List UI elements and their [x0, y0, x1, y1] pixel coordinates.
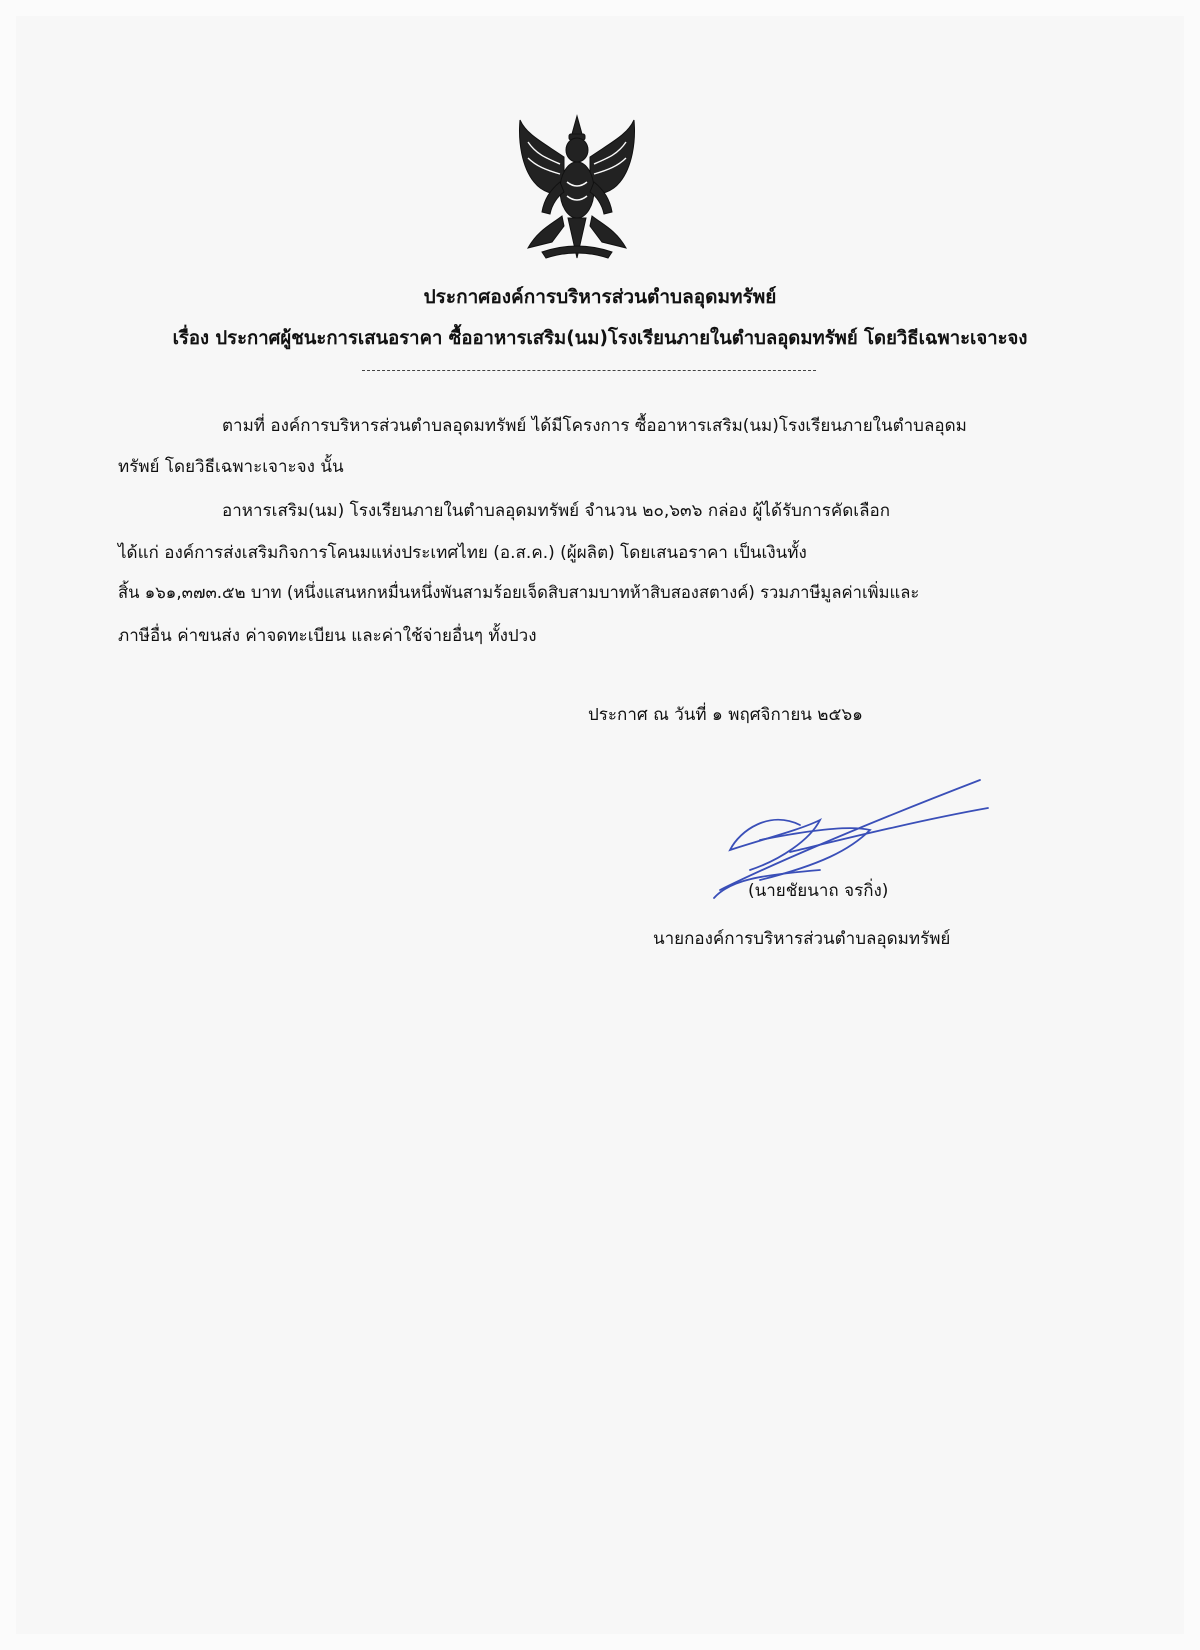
- body-paragraph-2-line-4: ภาษีอื่น ค่าขนส่ง ค่าจดทะเบียน และค่าใช้จ่ายอื่นๆ ทั้งปวง: [118, 626, 537, 646]
- separator-line: [362, 370, 816, 371]
- garuda-emblem-icon: [512, 112, 642, 262]
- body-paragraph-2-line-1: อาหารเสริม(นม) โรงเรียนภายในตำบลอุดมทรัพย์ จำนวน ๒๐,๖๓๖ กล่อง ผู้ได้รับการคัดเลือก: [222, 501, 891, 521]
- body-paragraph-1-line-2: ทรัพย์ โดยวิธีเฉพาะเจาะจง นั้น: [118, 457, 344, 477]
- body-paragraph-1-line-1: ตามที่ องค์การบริหารส่วนตำบลอุดมทรัพย์ ได้มีโครงการ ซื้ออาหารเสริม(นม)โรงเรียนภายในตำบลอุดม: [222, 416, 967, 436]
- signer-position: นายกองค์การบริหารส่วนตำบลอุดมทรัพย์: [653, 929, 951, 949]
- announcement-subject: เรื่อง ประกาศผู้ชนะการเสนอราคา ซื้ออาหารเสริม(นม)โรงเรียนภายในตำบลอุดมทรัพย์ โดยวิธีเฉพาะเจาะจง: [172, 328, 1028, 349]
- announcement-date: ประกาศ ณ วันที่ ๑ พฤศจิกายน ๒๕๖๑: [588, 705, 863, 725]
- announcement-title: ประกาศองค์การบริหารส่วนตำบลอุดมทรัพย์: [423, 286, 777, 308]
- signer-name: (นายชัยนาถ จรกิ่ง): [748, 881, 889, 901]
- body-paragraph-2-line-3: สิ้น ๑๖๑,๓๗๓.๕๒ บาท (หนึ่งแสนหกหมื่นหนึ่งพันสามร้อยเจ็ดสิบสามบาทห้าสิบสองสตางค์) รวมภาษีมูลค่าเพิ่มและ: [118, 583, 920, 602]
- body-paragraph-2-line-2: ได้แก่ องค์การส่งเสริมกิจการโคนมแห่งประเทศไทย (อ.ส.ค.) (ผู้ผลิต) โดยเสนอราคา เป็นเงินทั้ง: [118, 543, 807, 563]
